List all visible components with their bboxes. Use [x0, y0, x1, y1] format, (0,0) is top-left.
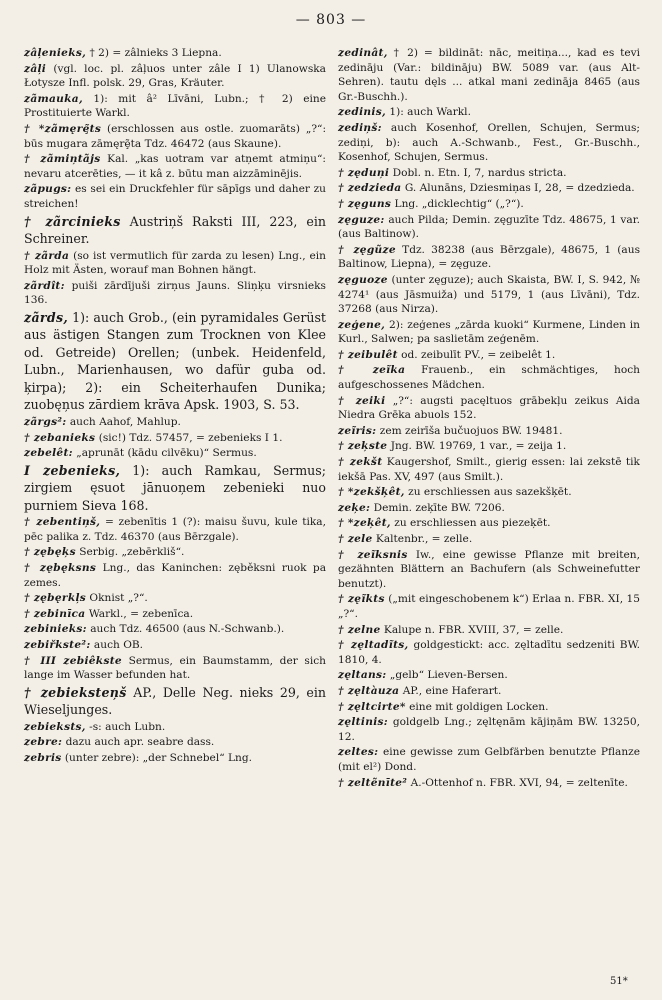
- dictionary-entry: [338, 715, 640, 744]
- dictionary-entry: [24, 684, 326, 719]
- dictionary-entry: [24, 431, 326, 446]
- entry-headword: zeķe:: [338, 501, 371, 514]
- dictionary-entry: [24, 249, 326, 278]
- entry-headword: † zęltadĩts,: [338, 639, 409, 652]
- entry-text: -s: auch Lubn.: [85, 720, 166, 733]
- dictionary-entry: [24, 446, 326, 461]
- entry-headword: zebinieks:: [24, 623, 87, 636]
- entry-headword: zeģene,: [338, 318, 386, 331]
- entry-text: zu erschliessen aus piezeķēt.: [390, 517, 551, 530]
- entry-headword: zęltinis:: [338, 716, 388, 729]
- entry-text: Kaltenbr., = zelle.: [372, 533, 473, 545]
- dictionary-entry: [24, 415, 326, 430]
- dictionary-entry: [338, 348, 640, 363]
- entry-headword: † zeltẽnīte²: [338, 776, 408, 789]
- entry-text: „?“: augsti pacęltuos grābekļu zeikus Aida Niedra Grēka abuols 152.: [338, 394, 640, 422]
- entry-text: zu erschliessen aus sazekšķēt.: [404, 486, 572, 499]
- dictionary-entry: [24, 92, 326, 121]
- entry-headword: zeltes:: [338, 746, 379, 759]
- dictionary-entry: [338, 548, 640, 592]
- dictionary-entry: [338, 668, 640, 683]
- dictionary-entry: [24, 622, 326, 637]
- signature-mark: 51*: [610, 976, 628, 987]
- dictionary-entry: [338, 455, 640, 484]
- dictionary-entry: [24, 122, 326, 151]
- dictionary-entry: [24, 309, 326, 414]
- entry-text: G. Alunāns, Dziesmiņas I, 28, = dzedzieda.: [401, 182, 635, 195]
- entry-headword: † zęduņi: [338, 166, 390, 179]
- entry-headword: zebre:: [24, 736, 63, 749]
- dictionary-entry: [24, 545, 326, 560]
- entry-headword: † *zekšķêt,: [338, 486, 405, 499]
- entry-text: Lng., das Kaninchen: zęběksni ruok pa zemes.: [24, 561, 327, 589]
- entry-headword: zebieksts,: [24, 720, 86, 733]
- dictionary-entry: [338, 213, 640, 242]
- dictionary-entry: [338, 684, 640, 699]
- entry-headword: † zãrcinieks: [24, 213, 121, 229]
- dictionary-entry: [338, 776, 640, 791]
- dictionary-entry: [338, 592, 640, 621]
- entry-text: Dobl. n. Etn. I, 7, nardus stricta.: [389, 166, 567, 179]
- entry-headword: zęltans:: [338, 669, 387, 682]
- entry-text: Kalupe n. FBR. XVIII, 37, = zelle.: [380, 623, 564, 636]
- entry-headword: † zebanieks: [24, 431, 96, 444]
- entry-headword: zãrgs²:: [24, 415, 67, 428]
- dictionary-entry: [24, 279, 326, 308]
- entry-text: Sermus, ein Baumstamm, der sich lange im Wasser befunden hat.: [24, 654, 326, 682]
- entry-headword: zebris: [24, 751, 62, 764]
- dictionary-entry: [24, 735, 326, 750]
- dictionary-entry: [338, 439, 640, 454]
- entry-text: Oknist „?“.: [86, 592, 148, 605]
- entry-text: Kaugershof, Smilt., gierig essen: lai zekstē tik iekšā Pas. XV, 497 (aus Smilt.).: [338, 456, 640, 483]
- dictionary-entry: [24, 591, 326, 606]
- dictionary-entry: [338, 638, 640, 667]
- entry-text: 2): zeģenes „zārda kuoki“ Kurmene, Linden in Kurl., Salwen; pa saslietām zeģenēm.: [338, 318, 640, 346]
- dictionary-entry: [338, 166, 640, 181]
- entry-headword: † zęltcirte*: [338, 700, 406, 713]
- entry-text: (so ist vermutlich für zarda zu lesen) Lng., ein Holz mit Ästen, worauf man Bohnen hängt.: [24, 249, 326, 277]
- entry-text: (vgl. loc. pl. zâļuos unter zâle I 1) Ulanowska Łotysze Infl. polsk. 29, Gras, Kräuter.: [24, 62, 326, 90]
- entry-text: (sic!) Tdz. 57457, = zebenieks I 1.: [95, 431, 283, 444]
- entry-text: 1): auch Warkl.: [385, 106, 471, 119]
- left-column: [24, 46, 326, 767]
- entry-headword: † zębęrkļs: [24, 592, 87, 605]
- dictionary-entry: [24, 654, 326, 683]
- entry-headword: zebelêt:: [24, 447, 73, 460]
- dictionary-entry: [338, 745, 640, 774]
- dictionary-entry: [338, 243, 640, 272]
- entry-headword: zediņš:: [338, 121, 382, 134]
- entry-headword: zęguoze: [338, 273, 388, 286]
- entry-text: Kal. „kas uotram var atņemt atmiņu“: nevaru atcerēties, — it kâ z. būtu man aizzāminējis.: [24, 153, 326, 180]
- dictionary-entry: [338, 501, 640, 516]
- entry-headword: † zeĩka: [338, 364, 406, 377]
- dictionary-entry: [24, 213, 326, 248]
- dictionary-entry: [338, 363, 640, 392]
- entry-text: auch Kosenhof, Orellen, Schujen, Sermus; zediņi, b): auch A.-Schwanb., Fest., Gr.-Buschh., Kosenhof, Schujen, Sermus.: [338, 121, 640, 164]
- dictionary-entry: [338, 121, 640, 165]
- entry-text: eine mit goldigen Locken.: [405, 700, 549, 713]
- entry-text: † 2) = bildināt: nāc, meitiņa..., kad es tevi zedināju (Var.: bildināju) BW. 5089 var. (aus Alt-Sehren). tautu dęls ... atkal mani zedināja 8465 (aus Gr.-Buschh.).: [338, 47, 640, 103]
- entry-headword: † zekšt: [338, 456, 383, 469]
- entry-text: es sei ein Druckfehler für sāpīgs und daher zu streichen!: [24, 183, 326, 210]
- entry-text: Austriņš Raksti III, 223, ein Schreiner.: [24, 213, 326, 247]
- entry-headword: † zębęķs: [24, 546, 76, 559]
- entry-text: Warkl., = zebenīca.: [85, 607, 194, 620]
- entry-text: Jng. BW. 19769, 1 var., = zeija 1.: [387, 440, 567, 453]
- dictionary-entry: [24, 561, 326, 590]
- entry-text: = zebenītis 1 (?): maisu šuvu, kule tika, pēc palika z. Tdz. 46370 (aus Bērzgale).: [24, 516, 326, 543]
- entry-text: od. zeibulīt PV., = zeibelêt 1.: [397, 348, 556, 361]
- entry-text: 1): auch Grob., (ein pyramidales Gerüst aus ästigen Stangen zum Trocknen von Klee od. Getreide) Orellen; (unbek. Heidenfeld, Lubn., Marienhausen, wo dafür guba od. ķirpa); 2): ein Scheiterhaufen Dunika; zuobęņus zārdiem krāva Apsk. 1903, S. 53.: [24, 309, 326, 413]
- entry-headword: zęguze:: [338, 213, 385, 226]
- dictionary-entry: [24, 182, 326, 211]
- entry-text: (unter zebre): „der Schnebel“ Lng.: [61, 751, 252, 764]
- entry-text: zem zeirīša bučuojuos BW. 19481.: [376, 424, 563, 437]
- entry-headword: † *zãmęrȩ̃ts: [24, 122, 102, 135]
- entry-headword: † zęltàuza: [338, 684, 400, 697]
- dictionary-entry: [24, 62, 326, 91]
- entry-headword: I zebenieks,: [24, 462, 121, 478]
- entry-text: Serbig. „zebērkliš“.: [75, 546, 185, 559]
- entry-headword: † zebentiņš,: [24, 516, 101, 529]
- entry-headword: † zeķste: [338, 440, 388, 453]
- entry-headword: zebiřkste²:: [24, 638, 91, 651]
- entry-text: Lng. „dicklechtig“ („?“).: [391, 197, 524, 210]
- dictionary-entry: [24, 515, 326, 544]
- entry-headword: † III zebiêkste: [24, 654, 122, 667]
- entry-text: Tdz. 38238 (aus Bērzgale), 48675, 1 (aus Baltinow, Liepna), = zęguze.: [338, 243, 641, 271]
- dictionary-entry: [338, 318, 640, 347]
- entry-text: auch OB.: [90, 638, 144, 651]
- entry-headword: zãmauka,: [24, 92, 83, 105]
- entry-text: 1): auch Ramkau, Sermus; zirgiem ęsuot jānuoņem zebenieki nuo purniem Sieva 168.: [24, 462, 326, 513]
- dictionary-entry: [338, 623, 640, 638]
- entry-text: dazu auch apr. seabre dass.: [62, 736, 215, 749]
- entry-headword: † zedzieda: [338, 182, 402, 195]
- entry-headword: zâļi: [24, 62, 47, 75]
- entry-text: puiši zārdījuši zirņus Jauns. Sliņķu virsnieks 136.: [24, 279, 326, 307]
- entry-text: Iw., eine gewisse Pflanze mit breiten, gezähnten Blättern an Bachufern (als Schweinefutter benutzt).: [338, 548, 640, 590]
- dictionary-entry: [338, 105, 640, 120]
- entry-headword: † zebinīca: [24, 607, 86, 620]
- entry-text: goldgestickt: acc. zęltadītu sedzeniti BW. 1810, 4.: [338, 639, 640, 666]
- entry-headword: † zelne: [338, 623, 381, 636]
- dictionary-entry: [24, 152, 326, 181]
- dictionary-entry: [338, 485, 640, 500]
- dictionary-entry: [338, 46, 640, 104]
- dictionary-entry: [24, 751, 326, 766]
- entry-text: AP., eine Haferart.: [399, 684, 502, 697]
- entry-headword: zãrdît:: [24, 279, 65, 292]
- dictionary-entry: [338, 700, 640, 715]
- dictionary-entry: [24, 462, 326, 515]
- dictionary-entry: [338, 394, 640, 423]
- entry-headword: † zeĩksnis: [338, 548, 408, 561]
- right-column: [338, 46, 640, 791]
- entry-headword: † zębęksns: [24, 561, 97, 574]
- entry-headword: † zęĩkts: [338, 593, 385, 606]
- dictionary-entry: [338, 197, 640, 212]
- dictionary-entry: [338, 181, 640, 196]
- dictionary-entry: [24, 607, 326, 622]
- entry-headword: † zęguns: [338, 197, 392, 210]
- entry-headword: † zebieksteņš: [24, 684, 127, 700]
- dictionary-entry: [24, 638, 326, 653]
- entry-text: („mit eingeschobenem k“) Erlaa n. FBR. XI, 15 „?“.: [338, 593, 641, 620]
- entry-headword: † zãrda: [24, 249, 70, 262]
- entry-headword: zeĩris:: [338, 424, 377, 437]
- entry-headword: zâļenieks,: [24, 47, 87, 59]
- entry-headword: † zãmiņtãjs: [24, 153, 101, 166]
- entry-headword: zãrds,: [24, 309, 69, 325]
- entry-text: Frauenb., ein schmächtiges, hoch aufgeschossenes Mädchen.: [338, 364, 640, 392]
- entry-text: A.-Ottenhof n. FBR. XVI, 94, = zeltenīte.: [407, 776, 628, 789]
- entry-headword: † zele: [338, 533, 373, 545]
- entry-headword: † zęgũze: [338, 243, 396, 256]
- entry-text: eine gewisse zum Gelbfärben benutzte Pflanze (mit el²) Dond.: [338, 746, 640, 773]
- entry-headword: † zeibulêt: [338, 348, 398, 361]
- entry-text: „gelb“ Lieven-Bersen.: [386, 669, 508, 682]
- entry-text: (unter zęguze); auch Skaista, BW. I, S. 942, № 4274¹ (aus Jāsmuiža) und 5179, 1 (aus Līvāni), Tdz. 37268 (aus Nirza).: [338, 273, 640, 316]
- entry-headword: zãpugs:: [24, 183, 72, 196]
- entry-text: auch Tdz. 46500 (aus N.-Schwanb.).: [86, 623, 285, 636]
- entry-text: auch Pilda; Demin. zęguzīte Tdz. 48675, 1 var. (aus Baltinow).: [338, 213, 640, 241]
- entry-text: „aprunāt (kādu cilvēku)“ Sermus.: [72, 447, 257, 460]
- entry-text: AP., Delle Neg. nieks 29, ein Wieseljunges.: [24, 684, 327, 718]
- dictionary-entry: [24, 46, 326, 61]
- dictionary-entry: [338, 532, 640, 547]
- entry-text: Demin. zeķīte BW. 7206.: [370, 501, 505, 514]
- entry-text: auch Aahof, Mahlup.: [66, 415, 181, 428]
- dictionary-entry: [338, 424, 640, 439]
- entry-headword: † zeiki: [338, 394, 386, 407]
- page-number: — 803 —: [295, 12, 367, 28]
- dictionary-entry: [338, 516, 640, 531]
- entry-headword: zedinis,: [338, 106, 386, 119]
- dictionary-entry: [24, 720, 326, 735]
- entry-headword: zedinât,: [338, 47, 388, 59]
- entry-headword: † *zeķêt,: [338, 517, 391, 530]
- entry-text: † 2) = zâlnieks 3 Liepna.: [86, 47, 222, 59]
- entry-text: 1): mit â² Līvāni, Lubn.; † 2) eine Prostituierte Warkl.: [24, 92, 326, 120]
- entry-text: (erschlossen aus ostle. zuomarāts) „?“: būs mugara zāmęrȩ̃ta Tdz. 46472 (aus Skaune).: [24, 122, 327, 150]
- entry-text: goldgelb Lng.; zęltęnām kājiņām BW. 13250, 12.: [338, 716, 640, 743]
- dictionary-entry: [338, 273, 640, 317]
